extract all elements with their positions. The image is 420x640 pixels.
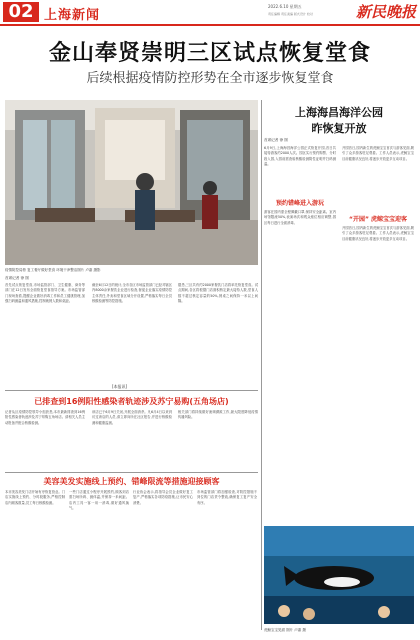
right-subtitle-2: “开园” 虎鲸宝宝迎客	[349, 216, 407, 223]
section-divider	[5, 390, 258, 391]
main-body-col2: 截至6月12日的统计,全市各区市场监管部门已经对辖区内8000余家餐饮企业进行检查,督促企业落实疫情防控主体责任,外卖和堂食区域分开设置,严格落实每日全员核酸检测等防控措施。	[92, 283, 172, 303]
column-divider	[261, 100, 262, 630]
photo-caption: 疫情防控局势 复工餐厅做好堂食 环境干净整洁图片 卢嘉 摄影	[5, 268, 101, 272]
right-headline-line1: 上海海昌海洋公园	[295, 106, 383, 119]
header-rule	[0, 24, 420, 26]
main-body-col1: 首先试点恢复堂食,市场监管部门、卫生健康、商务等部门在12日发布全面恢复堂食指导方案。市场监管部门现场查看,提醒企业做好消毒工作和员工健康管理,加强扫码测温和通风措施,控制就餐人数和桌距。	[5, 283, 85, 303]
block2-headline: 已排查到16例阳性感染者轨迹涉及苏宁易购(五角场店)	[34, 397, 229, 406]
restaurant-photo	[5, 100, 258, 265]
main-subheadline: 后续根据疫情防控形势在全市逐步恢复堂食	[86, 71, 334, 86]
block2-col2: 该店已于6月9日关闭,开展全面消杀。凡6月4日以来到访过该店的人员,请立即向所在社区报告,并进行核酸检测和健康监测。	[92, 410, 172, 425]
right-body-col2: 开园首日,园内新生的虎鲸宝宝首次与游客见面,吸引了众多游客驻足观看。工作人员表示,虎鲸宝宝目前健康状况良好,将逐步开放更多互动项目。	[342, 226, 414, 241]
section-divider	[5, 472, 258, 473]
right-byline: 首席记者 徐 图	[264, 138, 288, 142]
block2-tag: [本报讯]	[112, 384, 128, 389]
newspaper-logo: 新民晚报	[355, 3, 416, 21]
page-number: 02	[3, 2, 39, 22]
main-headline: 金山奉贤崇明三区试点恢复堂食	[48, 41, 371, 66]
block3-col3: 行业协会表示,将指导会员企业做好复工复产,严格落实各项防疫措施,让市民安心消费。	[133, 490, 193, 505]
orca-photo-caption: 虎鲸宝宝见面 图片 卢嘉 摄	[264, 628, 306, 632]
right-headline-line2: 昨恢复开放	[311, 122, 367, 135]
right-body-col1: 游客在园内需全程佩戴口罩,保持安全距离。室内场馆限流50%,表演场次和观众座位相应调整,园区每日进行全面消毒。	[264, 210, 336, 225]
block2-col1: 记者从区疫情防控领导小组获悉,本市最新排查到16例阳性感染者轨迹涉及苏宁易购五角场店。请相关人员主动报备并配合核酸检测。	[5, 410, 85, 425]
block3-col1: 本市美容美发门店开始有序恢复营业。门店实施线上预约、分时段服务,严格控制店内顾客数量,员工每日核酸检测。	[5, 490, 65, 505]
right-body-col2-top: 开园首日,园内新生的虎鲸宝宝首次与游客见面,吸引了众多游客驻足观看。工作人员表示,虎鲸宝宝目前健康状况良好,将逐步开放更多互动项目。	[342, 146, 414, 161]
editors-line: 责任编辑 责任美编 版式设计 校对	[268, 12, 313, 16]
section-title: 上海新闻	[44, 8, 101, 23]
main-body-col3: 据悉,三区共有约2000家餐饮门店将率先恢复堂食。试点期间,各区将根据门店面积核定最大接待人数,堂食人数不超过核定容量的50%,餐桌之间保持一米以上间隔。	[178, 283, 258, 303]
orca-photo	[264, 526, 414, 624]
page-header	[0, 0, 420, 26]
publication-date: 2022.6.10 星期五	[268, 4, 302, 9]
block3-col2: 一些门店通过小程序开展预约,顾客到店需扫场所码、测体温,并保持一米间距。店内工具一客一用一消毒,做好通风换气。	[69, 490, 129, 510]
block3-headline: 美容美发实施线上预约、错峰限流等措施迎接顾客	[43, 477, 220, 486]
right-body-intro: 6月9日,上海海昌海洋公园正式恢复开园,首日共接待游客约2000人次。园区实行预约购票、分时段入园,入园前需查验核酸检测阴性证明并扫码测温。	[264, 146, 336, 166]
main-byline: 首席记者 徐 图	[5, 276, 29, 280]
right-subtitle-1: 预约错峰进入游玩	[275, 200, 324, 207]
block2-col3: 相关部门将持续做好流调溯源工作,最大限度降低疫情传播风险。	[178, 410, 258, 420]
block3-col4: 市场监管部门将加强检查,对防控措施不到位的门店责令整改,确保复工复产安全有序。	[197, 490, 257, 505]
